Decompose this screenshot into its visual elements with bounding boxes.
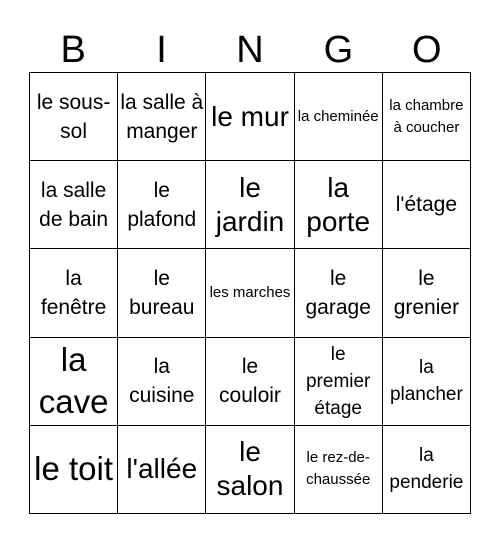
bingo-cell[interactable] <box>30 338 118 426</box>
bingo-cell[interactable] <box>295 426 383 514</box>
cell-label: le mur <box>211 100 289 132</box>
cell-label: le premier étage <box>305 343 371 419</box>
bingo-cell[interactable] <box>383 426 471 514</box>
header-letter-g: G <box>323 29 354 71</box>
cell-label: le couloir <box>219 355 281 408</box>
cell-label: la plancher <box>389 357 463 406</box>
bingo-grid <box>29 72 471 514</box>
cell-label: le salon <box>216 436 284 502</box>
cell-label: la fenêtre <box>40 266 107 319</box>
bingo-cell[interactable] <box>206 161 294 249</box>
bingo-cell[interactable] <box>118 161 206 249</box>
bingo-cell[interactable] <box>206 338 294 426</box>
header-letter-b: B <box>60 29 86 71</box>
bingo-cell[interactable] <box>30 161 118 249</box>
bingo-cell[interactable] <box>295 338 383 426</box>
cell-label: la cheminée <box>297 107 379 125</box>
cell-label: la cave <box>38 341 109 421</box>
cell-label: la cuisine <box>129 355 195 408</box>
bingo-cell[interactable] <box>118 73 206 161</box>
bingo-cell[interactable] <box>295 249 383 337</box>
cell-label: la penderie <box>389 445 464 494</box>
cell-label: le sous-sol <box>36 90 111 143</box>
bingo-cell[interactable] <box>30 249 118 337</box>
cell-label: le bureau <box>129 266 195 319</box>
cell-label: le grenier <box>393 266 460 319</box>
cell-label: le jardin <box>215 171 285 237</box>
cell-label: la salle à manger <box>120 90 204 143</box>
bingo-cell[interactable] <box>30 73 118 161</box>
cell-label: la salle de bain <box>39 178 109 231</box>
bingo-cell[interactable] <box>383 338 471 426</box>
cell-label: l'allée <box>126 453 198 485</box>
cell-label: les marches <box>209 283 291 301</box>
bingo-cell[interactable] <box>295 161 383 249</box>
bingo-cell[interactable] <box>206 426 294 514</box>
header-letter-i: I <box>156 29 167 71</box>
header-letter-n: N <box>236 29 264 71</box>
cell-label: l'étage <box>395 193 457 217</box>
bingo-cell[interactable] <box>118 338 206 426</box>
cell-label: le plafond <box>127 178 197 231</box>
cell-label: la porte <box>306 171 371 237</box>
cell-label: le toit <box>34 450 114 488</box>
cell-label: la chambre à coucher <box>389 96 464 136</box>
bingo-cell[interactable] <box>383 161 471 249</box>
bingo-cell[interactable] <box>383 73 471 161</box>
bingo-cell[interactable] <box>118 426 206 514</box>
bingo-cell[interactable] <box>206 73 294 161</box>
bingo-cell[interactable] <box>118 249 206 337</box>
bingo-cell[interactable] <box>295 73 383 161</box>
bingo-cell[interactable] <box>383 249 471 337</box>
bingo-cell[interactable] <box>206 249 294 337</box>
cell-label: le rez-de-chaussée <box>306 449 371 489</box>
bingo-cell[interactable] <box>30 426 118 514</box>
cell-label: le garage <box>305 266 371 319</box>
header-letter-o: O <box>411 29 442 71</box>
bingo-header <box>29 28 471 72</box>
